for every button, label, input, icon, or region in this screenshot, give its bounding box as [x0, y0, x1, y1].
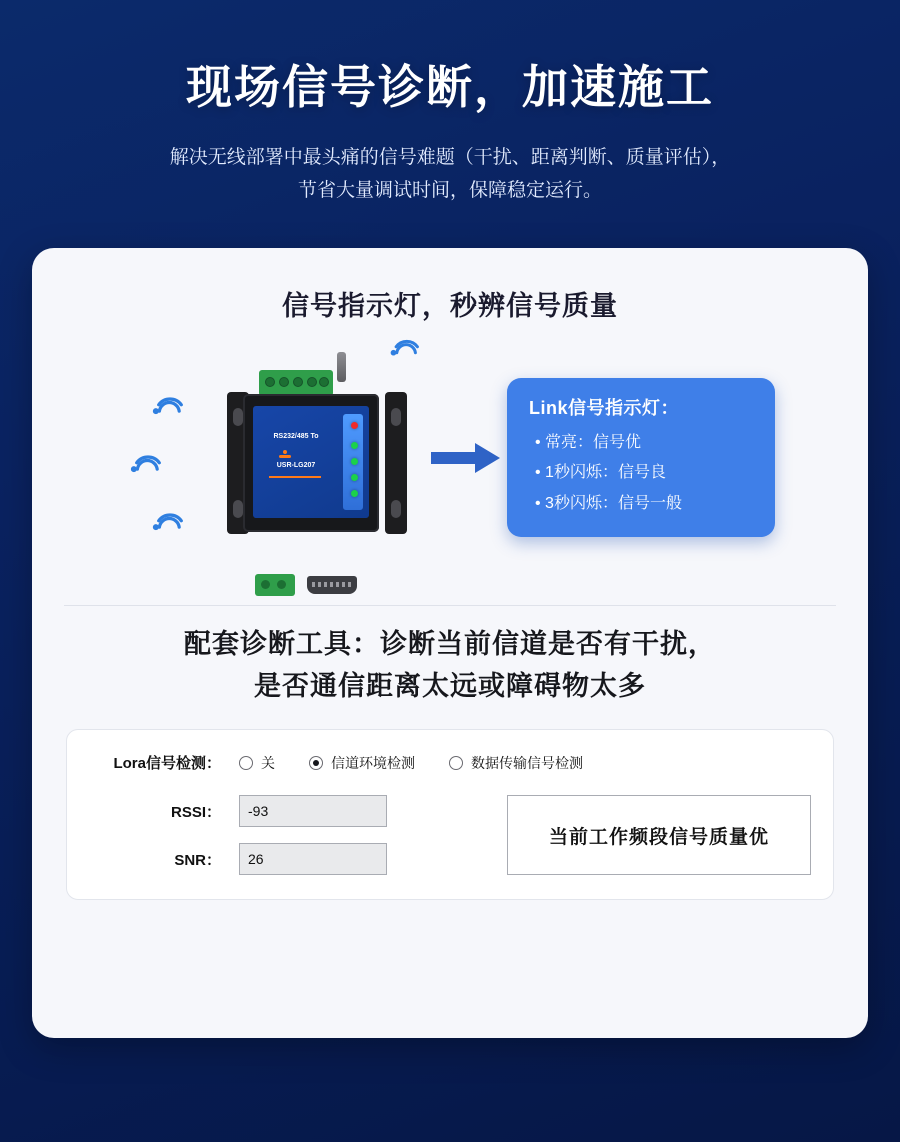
wifi-icon: [146, 385, 194, 433]
device-label-underline: [269, 476, 321, 478]
led-indicator-rx: [351, 490, 358, 497]
callout-item: • 3秒闪烁：信号一般: [529, 489, 753, 519]
snr-row: [89, 843, 489, 875]
diagnostic-tool-panel: [66, 729, 834, 900]
led-indicator-work: [351, 458, 358, 465]
radio-option-off[interactable]: [239, 753, 275, 773]
link-led-callout: [507, 378, 775, 537]
section-divider: [64, 605, 836, 606]
rssi-input[interactable]: -93: [239, 795, 387, 827]
usr-logo-icon: [279, 450, 291, 460]
radio-option-channel-env[interactable]: [309, 753, 415, 773]
device-illustration-row: [58, 333, 842, 583]
diagnosis-result-box: 当前工作频段信号质量优: [507, 795, 811, 875]
device-model-label: USR-LG207: [276, 461, 316, 469]
callout-item: • 常亮：信号优: [529, 428, 753, 458]
device-faceplate: [253, 406, 369, 518]
arrow-icon: [427, 438, 505, 478]
feature-card: [32, 248, 868, 1038]
hero-subtitle: [70, 141, 830, 208]
tool-heading-line-1: 配套诊断工具：诊断当前信道是否有干扰，: [184, 628, 716, 659]
radio-button-icon[interactable]: [239, 756, 253, 770]
device-antenna: [337, 352, 346, 382]
wifi-icon: [381, 328, 430, 377]
page-title: 现场信号诊断，加速施工: [186, 61, 714, 113]
snr-input[interactable]: 26: [239, 843, 387, 875]
radio-option-label: 关: [261, 754, 275, 771]
radio-option-label: 数据传输信号检测: [471, 754, 583, 771]
device-mount-bracket-right: [385, 392, 407, 534]
led-indicator-power: [351, 422, 358, 429]
measurement-grid: [89, 795, 811, 875]
lora-detect-label: Lora信号检测：: [113, 755, 221, 773]
callout-item: • 1秒闪烁：信号良: [529, 458, 753, 488]
radio-button-selected-icon[interactable]: [309, 756, 323, 770]
snr-label: SNR：: [174, 851, 221, 869]
device-db9-port: [307, 576, 357, 594]
rssi-row: [89, 795, 489, 827]
wifi-signal-group: [125, 348, 215, 568]
tool-section-heading: [68, 624, 832, 708]
callout-title: Link信号指示灯：: [529, 398, 680, 419]
device-label-line-1: RS232/485 To: [273, 432, 319, 440]
rssi-label: RSSI：: [170, 803, 221, 821]
lora-converter-device: [215, 338, 425, 578]
hero-subtitle-line-2: 节省大量调试时间，保障稳定运行。: [297, 180, 602, 202]
device-terminal-block-top: [259, 370, 333, 396]
led-indicator-link: [351, 442, 358, 449]
radio-option-data-signal[interactable]: [449, 753, 583, 773]
led-indicator-tx: [351, 474, 358, 481]
device-body: [243, 394, 379, 532]
lora-detect-row: [89, 752, 811, 773]
radio-button-icon[interactable]: [449, 756, 463, 770]
wifi-icon: [146, 501, 194, 549]
measurement-fields: [89, 795, 489, 875]
card-title: 信号指示灯，秒辨信号质量: [282, 290, 618, 321]
hero-section: [0, 0, 900, 208]
hero-subtitle-line-1: 解决无线部署中最头痛的信号难题（干扰、距离判断、质量评估），: [169, 147, 731, 169]
radio-option-label: 信道环境检测: [331, 754, 415, 771]
device-power-terminal: [255, 574, 295, 596]
tool-heading-line-2: 是否通信距离太远或障碍物太多: [254, 670, 646, 701]
wifi-icon: [124, 443, 172, 491]
